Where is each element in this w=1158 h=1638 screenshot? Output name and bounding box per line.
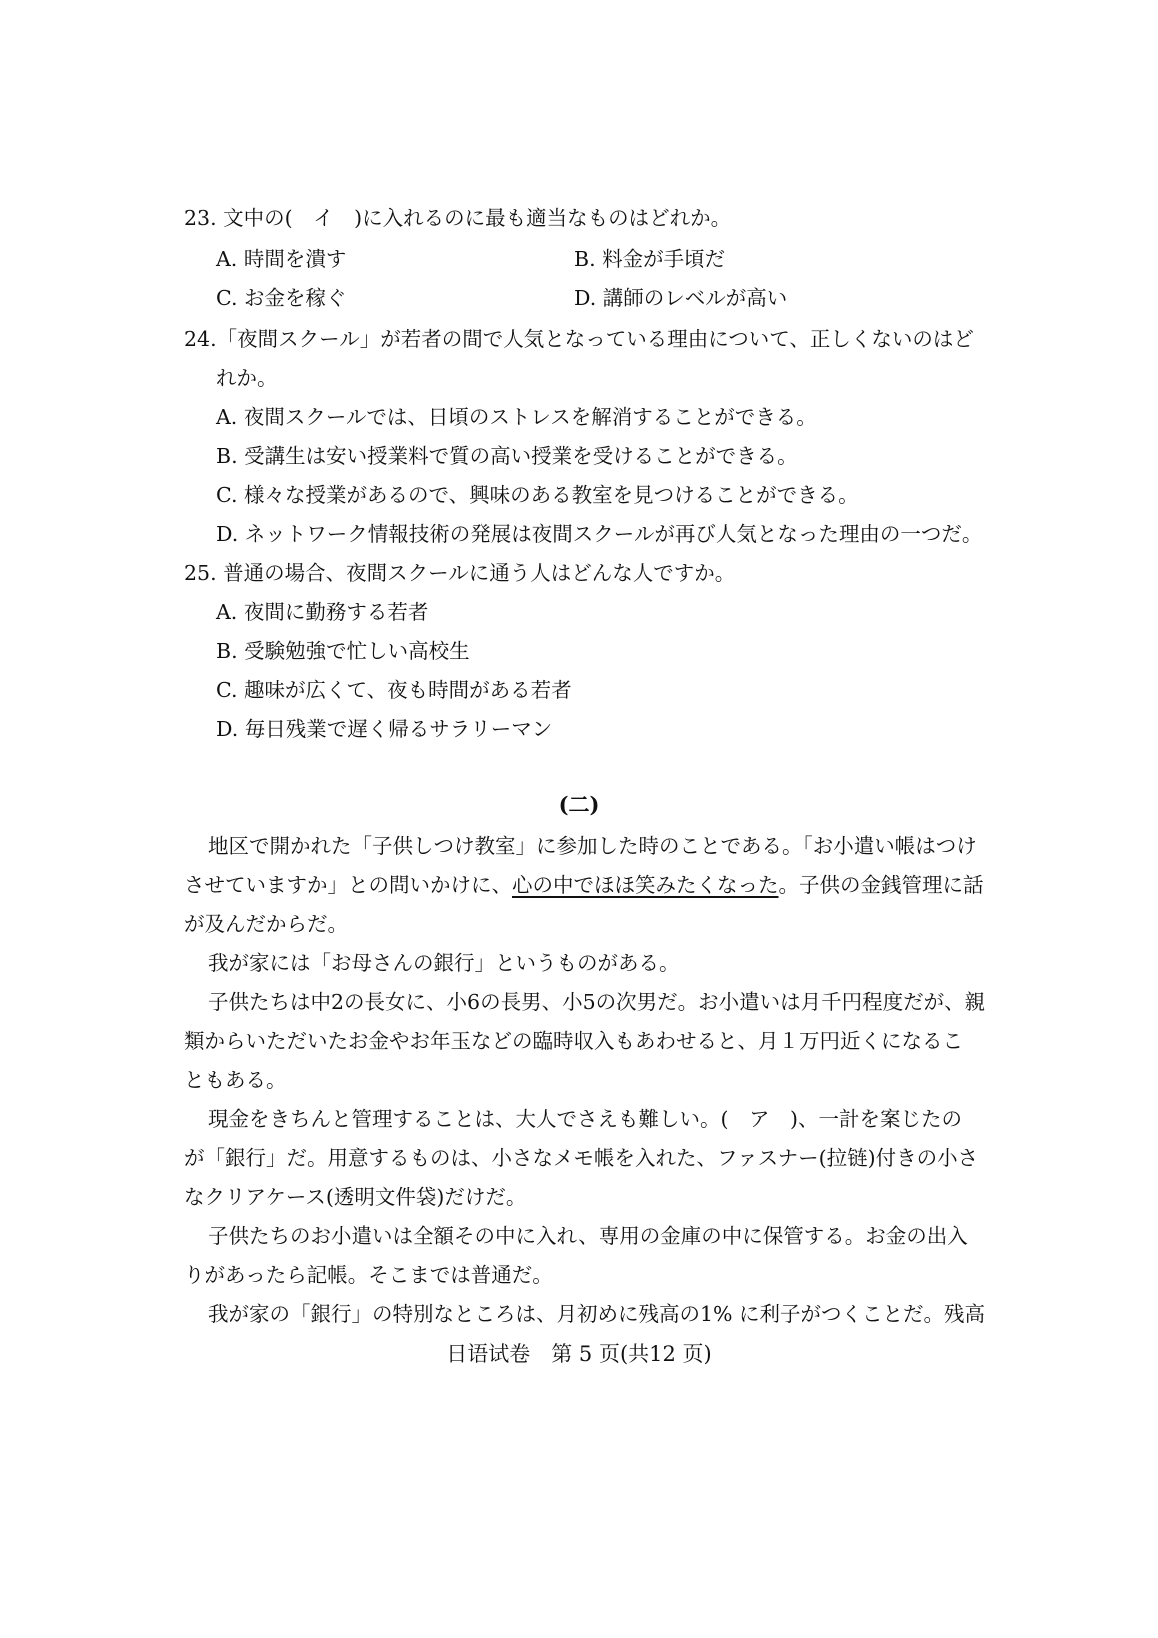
page-footer: 日语试卷 第 5 页(共12 页) <box>446 1342 712 1366</box>
passage-p3-line1: 子供たちは中2の長女に、小6の長男、小5の次男だ。お小遣いは月千円程度だが、親 <box>208 990 986 1014</box>
passage-p1-line2-before: させていますか」との問いかけに、 <box>184 873 512 897</box>
question-24-option-b: B. 受講生は安い授業料で質の高い授業を受けることができる。 <box>216 444 798 468</box>
passage-p5-line1: 子供たちのお小遣いは全額その中に入れ、専用の金庫の中に保管する。お金の出入 <box>208 1224 968 1248</box>
question-23-stem: 23. 文中の( イ )に入れるのに最も適当なものはどれか。 <box>184 206 732 230</box>
question-23-option-b: B. 料金が手頃だ <box>574 247 726 271</box>
passage-p1-line1: 地区で開かれた「子供しつけ教室」に参加した時のことである。「お小遣い帳はつけ <box>208 834 977 858</box>
question-25-stem: 25. 普通の場合、夜間スクールに通う人はどんな人ですか。 <box>184 561 736 585</box>
question-24-option-a: A. 夜間スクールでは、日頃のストレスを解消することができる。 <box>216 405 817 429</box>
question-24-option-c: C. 様々な授業があるので、興味のある教室を見つけることができる。 <box>216 483 859 507</box>
underlined-phrase: 心の中でほほ笑みたくなった <box>512 873 779 897</box>
passage-p4-line3: なクリアケース(透明文件袋)だけだ。 <box>184 1185 527 1209</box>
passage-p1-line2 <box>184 870 984 900</box>
question-23-option-d: D. 講師のレベルが高い <box>574 286 788 310</box>
passage-p4-line2: が「銀行」だ。用意するものは、小さなメモ帳を入れた、ファスナー(拉链)付きの小さ <box>184 1146 979 1170</box>
question-25-option-b: B. 受験勉強で忙しい高校生 <box>216 639 470 663</box>
question-25-option-d: D. 毎日残業で遅く帰るサラリーマン <box>216 717 553 741</box>
passage-p3-line2: 類からいただいたお金やお年玉などの臨時収入もあわせると、月１万円近くになるこ <box>184 1029 963 1053</box>
question-25-option-c: C. 趣味が広くて、夜も時間がある若者 <box>216 678 572 702</box>
question-24-option-d: D. ネットワーク情報技術の発展は夜間スクールが再び人気となった理由の一つだ。 <box>216 522 983 546</box>
question-23-option-a: A. 時間を潰す <box>216 247 347 271</box>
passage-p4-line1: 現金をきちんと管理することは、大人でさえも難しい。( ア )、一計を案じたの <box>208 1107 962 1131</box>
question-24-stem: 24.「夜間スクール」が若者の間で人気となっている理由について、正しくないのはど <box>184 327 974 351</box>
passage-p1-line3: が及んだからだ。 <box>184 912 348 936</box>
question-25-option-a: A. 夜間に勤務する若者 <box>216 600 429 624</box>
passage-p6-line1: 我が家の「銀行」の特別なところは、月初めに残高の1% に利子がつくことだ。残高 <box>208 1302 986 1326</box>
section-title: (二) <box>558 792 600 817</box>
passage-p2-line1: 我が家には「お母さんの銀行」というものがある。 <box>208 951 680 975</box>
question-23-option-c: C. お金を稼ぐ <box>216 286 347 310</box>
passage-p5-line2: りがあったら記帳。そこまでは普通だ。 <box>184 1263 553 1287</box>
passage-p3-line3: ともある。 <box>184 1068 287 1092</box>
passage-p1-line2-after: 。子供の金銭管理に話 <box>778 873 984 897</box>
question-24-stem-continued: れか。 <box>216 366 278 390</box>
